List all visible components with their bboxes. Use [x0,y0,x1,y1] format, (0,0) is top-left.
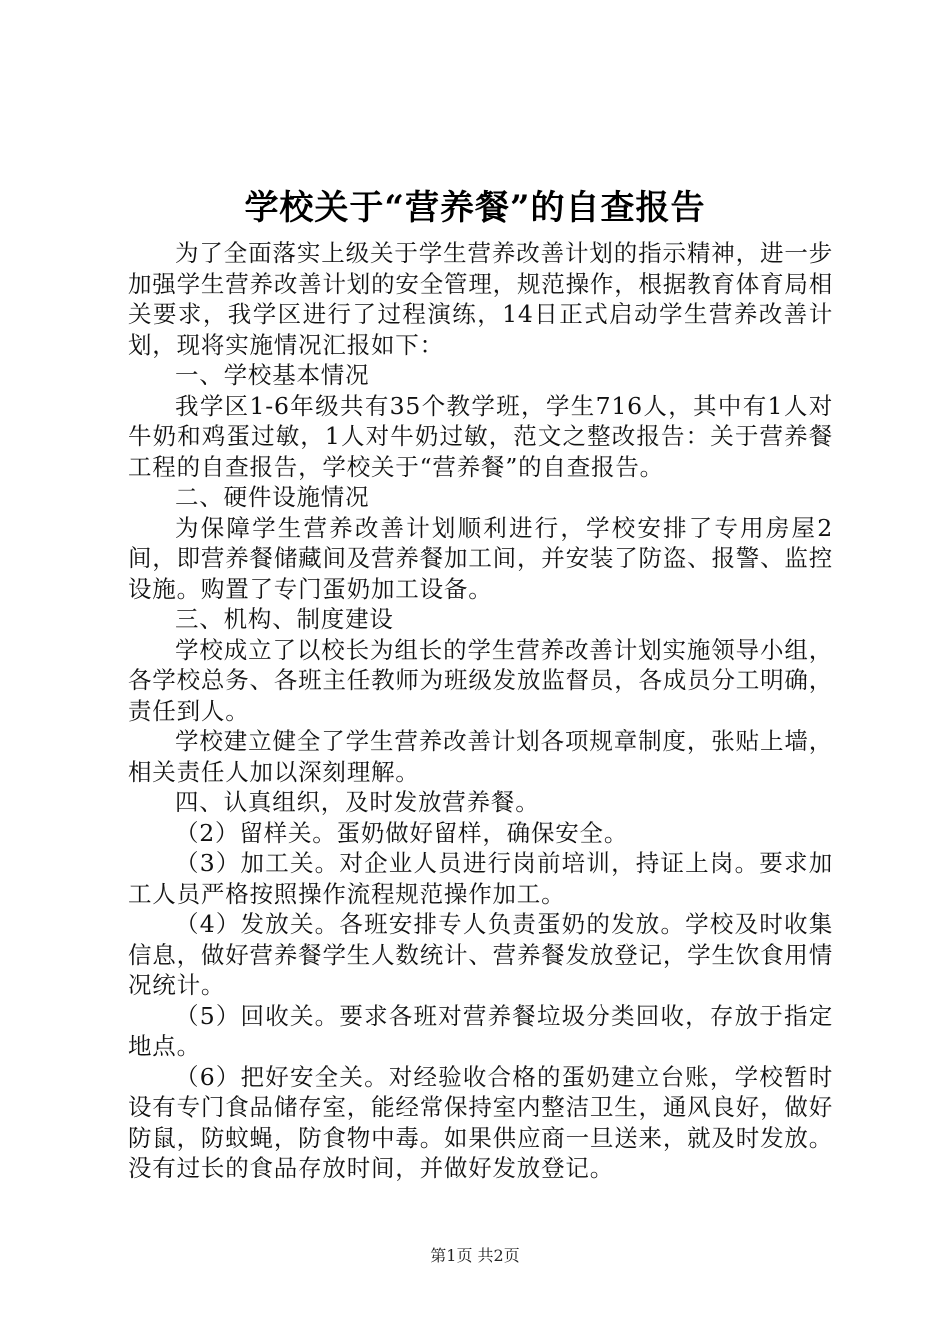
paragraph-organization: 学校成立了以校长为组长的学生营养改善计划实施领导小组，各学校总务、各班主任教师为班级发放监督员，各成员分工明确，责任到人。 [128,635,833,725]
paragraph-rules: 学校建立健全了学生营养改善计划各项规章制度，张贴上墙，相关责任人加以深刻理解。 [128,727,833,786]
paragraph-item-6: （6）把好安全关。对经验收合格的蛋奶建立台账，学校暂时设有专门食品储存室，能经常保持室内整洁卫生，通风良好，做好防鼠，防蚊蝇，防食物中毒。如果供应商一旦送来，就及时发放。没有过长的食品存放时间，并做好发放登记。 [128,1062,833,1182]
paragraph-item-5: （5）回收关。要求各班对营养餐垃圾分类回收，存放于指定地点。 [128,1001,833,1060]
document-body [128,238,833,1184]
section-heading-1: 一、学校基本情况 [175,361,370,389]
paragraph-item-3: （3）加工关。对企业人员进行岗前培训，持证上岗。要求加工人员严格按照操作流程规范操作加工。 [128,849,833,908]
paragraph-facilities: 为保障学生营养改善计划顺利进行，学校安排了专用房屋2间，即营养餐储藏间及营养餐加工间，并安装了防盗、报警、监控设施。购置了专门蛋奶加工设备。 [128,513,833,603]
section-heading-4: 四、认真组织，及时发放营养餐。 [175,788,540,816]
paragraph-item-2: （2）留样关。蛋奶做好留样，确保安全。 [175,818,629,847]
paragraph-item-4: （4）发放关。各班安排专人负责蛋奶的发放。学校及时收集信息，做好营养餐学生人数统计、营养餐发放登记，学生饮食用情况统计。 [128,910,833,999]
document-title: 学校关于“营养餐”的自查报告 [244,188,706,228]
section-heading-2: 二、硬件设施情况 [175,483,370,511]
paragraph-intro: 为了全面落实上级关于学生营养改善计划的指示精神，进一步加强学生营养改善计划的安全管理，规范操作，根据教育体育局相关要求，我学区进行了过程演练，14日正式启动学生营养改善计划，现将实施情况汇报如下： [128,239,833,359]
section-heading-3: 三、机构、制度建设 [175,605,394,633]
page-footer: 第1页 共2页 [430,1246,520,1265]
paragraph-basic-info: 我学区1-6年级共有35个教学班，学生716人，其中有1人对牛奶和鸡蛋过敏，1人对牛奶过敏，范文之整改报告：关于营养餐工程的自查报告，学校关于“营养餐”的自查报告。 [128,391,833,481]
